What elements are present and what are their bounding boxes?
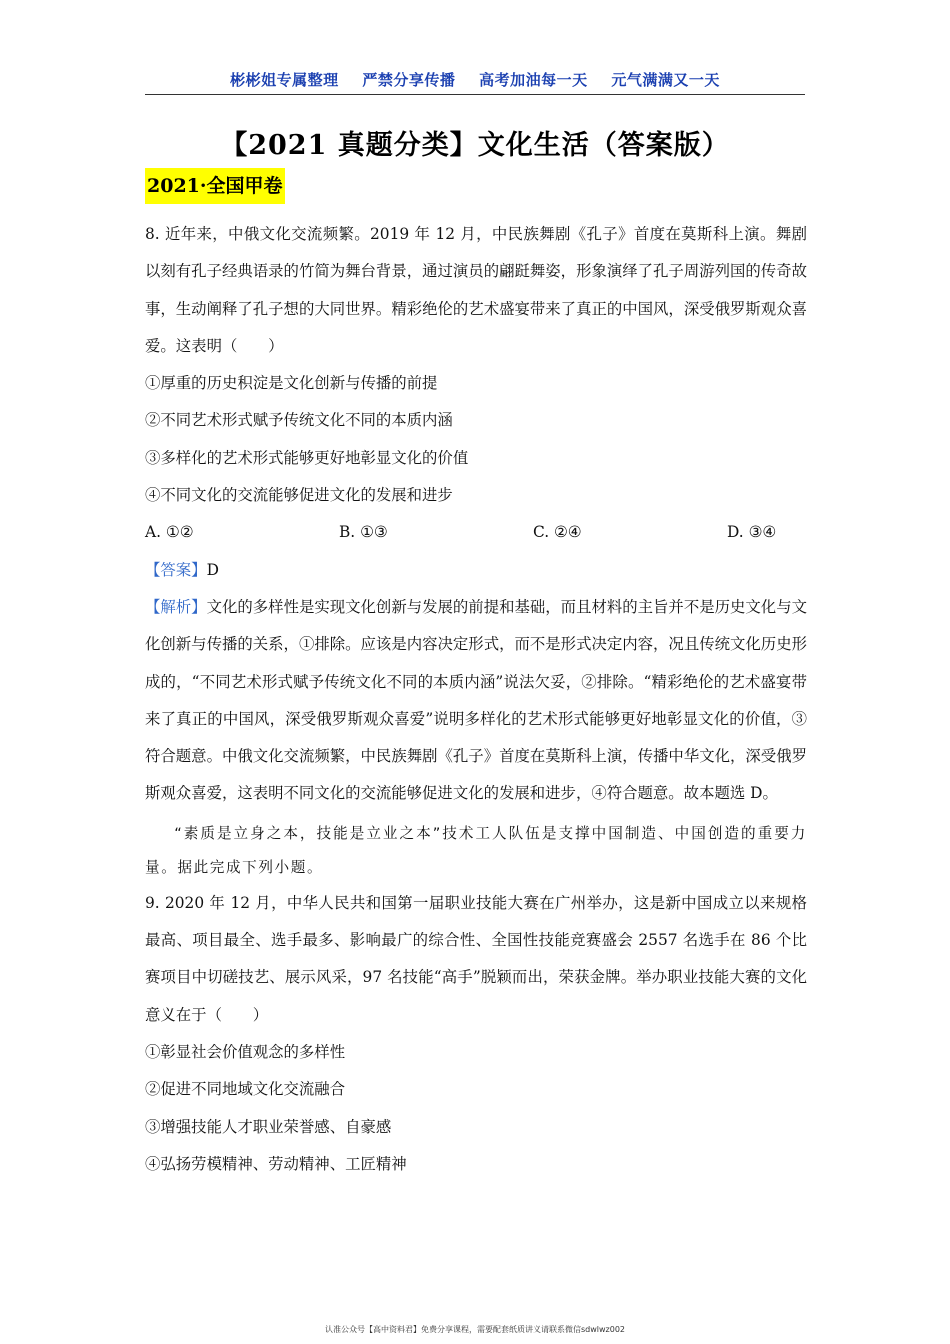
question-9-option: ②促进不同地域文化交流融合 xyxy=(145,1080,346,1099)
question-9-option: ③增强技能人才职业荣誉感、自豪感 xyxy=(145,1117,392,1136)
question-8-option: ②不同艺术形式赋予传统文化不同的本质内涵 xyxy=(145,411,453,430)
header-item: 元气满满又一天 xyxy=(611,71,720,89)
choice-c: C. ②④ xyxy=(533,523,582,542)
document-body xyxy=(145,216,807,1183)
analysis-text: 文化的多样性是实现文化创新与发展的前提和基础，而且材料的主旨并不是历史文化与文化创新与传播的关系，①排除。应该是内容决定形式，而不是形式决定内容，况且传统文化历史形成的，“不同艺术形式赋予传统文化不同的本质内涵”说法欠妥，②排除。“精彩绝伦的艺术盛宴带来了真正的中国风，深受俄罗斯观众喜爱”说明多样化的艺术形式能够更好地彰显文化的价值，③符合题意。中俄文化交流频繁，中民族舞剧《孔子》首度在莫斯科上演，传播中华文化，深受俄罗斯观众喜爱，这表明不同文化的交流能够促进文化的发展和进步，④符合题意。故本题选 D。 xyxy=(145,597,807,803)
question-8-choices xyxy=(145,514,807,551)
question-9-option: ①彰显社会价值观念的多样性 xyxy=(145,1042,346,1061)
section-heading: 2021·全国甲卷 xyxy=(145,168,285,204)
page-header xyxy=(145,69,805,93)
header-item: 严禁分享传播 xyxy=(362,71,456,89)
header-item: 高考加油每一天 xyxy=(479,71,588,89)
choice-d: D. ③④ xyxy=(727,523,777,542)
question-8-stem: 8. 近年来，中俄文化交流频繁。2019 年 12 月，中民族舞剧《孔子》首度在莫斯科上演。舞剧以刻有孔子经典语录的竹简为舞台背景，通过演员的翩跹舞姿，形象演绎了孔子周游列国的传奇故事，生动阐释了孔子想的大同世界。精彩绝伦的艺术盛宴带来了真正的中国风，深受俄罗斯观众喜爱。这表明（ ） xyxy=(145,225,807,355)
page-title: 【2021 真题分类】文化生活（答案版） xyxy=(220,130,730,161)
question-8-answer xyxy=(145,552,807,589)
question-8-option: ④不同文化的交流能够促进文化的发展和进步 xyxy=(145,486,453,505)
analysis-label: 【解析】 xyxy=(145,597,207,616)
material-passage: “素质是立身之本，技能是立业之本”技术工人队伍是支撑中国制造、中国创造的重要力量。据此完成下列小题。 xyxy=(145,824,807,876)
question-9-option: ④弘扬劳模精神、劳动精神、工匠精神 xyxy=(145,1154,407,1173)
choice-b: B. ①③ xyxy=(339,523,388,542)
question-8-analysis xyxy=(145,589,807,813)
choice-a: A. ①② xyxy=(145,523,194,542)
header-item: 彬彬姐专属整理 xyxy=(230,71,339,89)
page-footer: 认准公众号【高中资料君】免费分享课程，需要配套纸质讲义请联系微信sdwlwz002 xyxy=(324,1325,626,1334)
answer-value: D xyxy=(206,560,219,579)
answer-label: 【答案】 xyxy=(145,560,207,579)
question-8-option: ③多样化的艺术形式能够更好地彰显文化的价值 xyxy=(145,448,469,467)
header-divider xyxy=(145,94,805,95)
question-8-option: ①厚重的历史积淀是文化创新与传播的前提 xyxy=(145,374,438,393)
question-9-stem: 9. 2020 年 12 月，中华人民共和国第一届职业技能大赛在广州举办，这是新中国成立以来规格最高、项目最全、选手最多、影响最广的综合性、全国性技能竞赛盛会 2557 名选手在 86 个比赛项目中切磋技艺、展示风采，97 名技能“高手”脱颖而出，荣获金牌。举办职业技能大赛的文化意义在于（ ） xyxy=(145,893,807,1024)
